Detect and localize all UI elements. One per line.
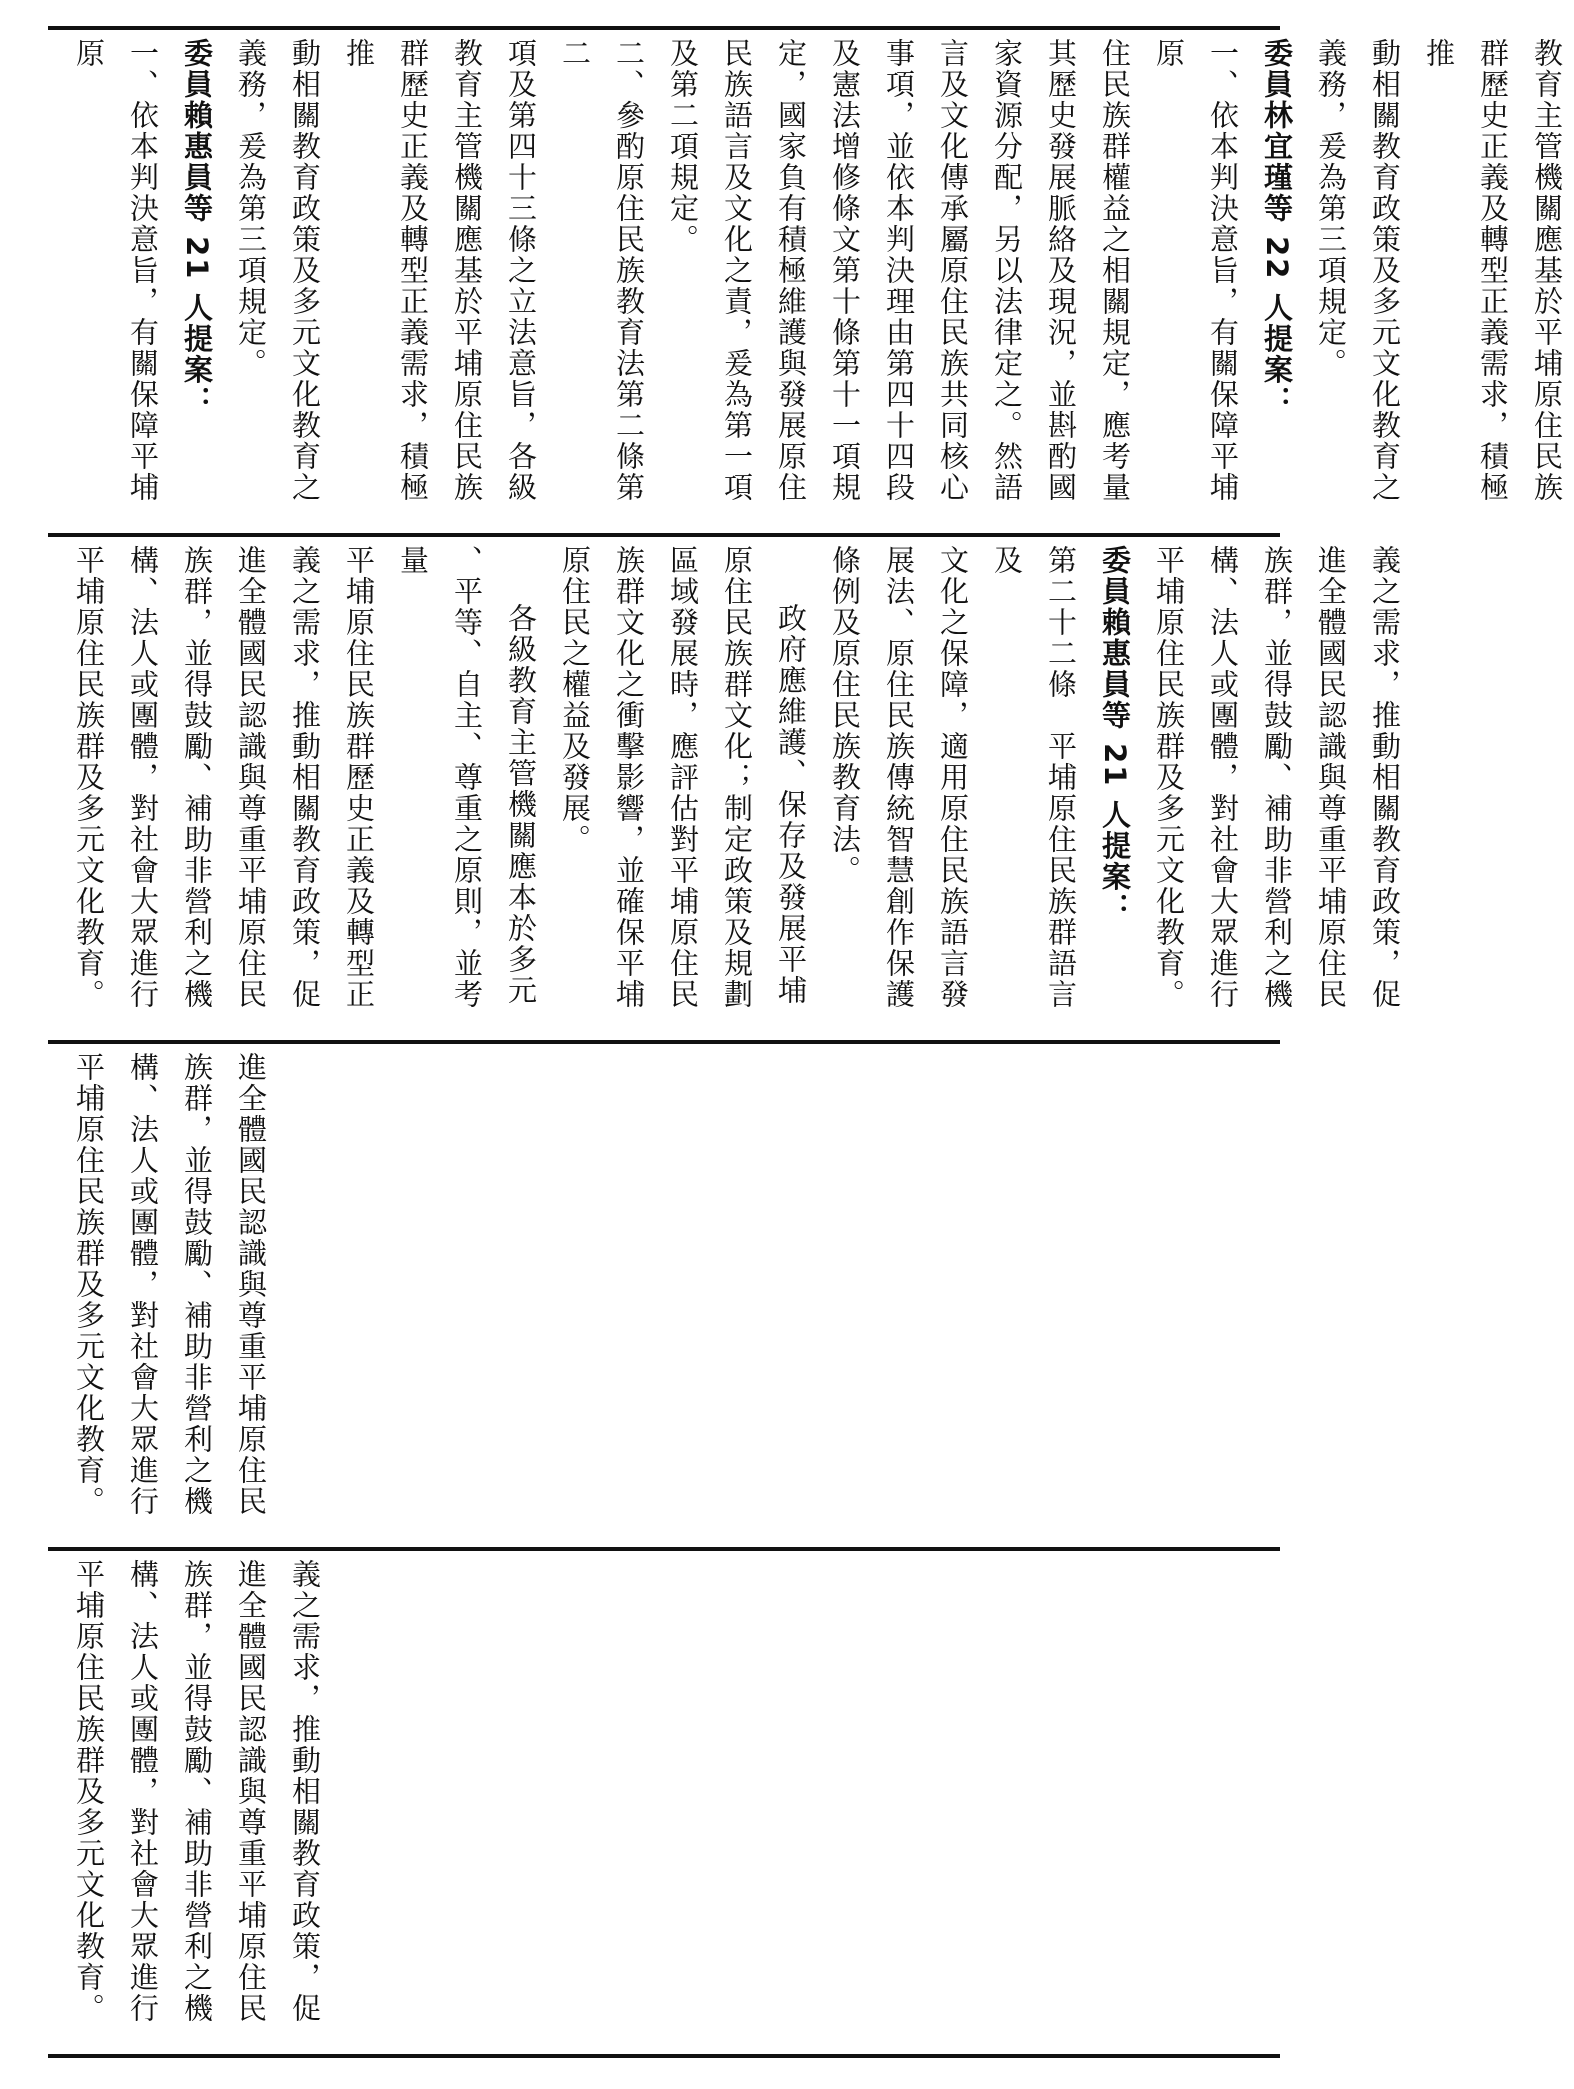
band-2-text bbox=[62, 545, 1412, 1035]
band-1-line: 其歷史發展脈絡及現況，並斟酌國 bbox=[1044, 38, 1078, 503]
band-1-line: 二、參酌原住民族教育法第二條第二 bbox=[558, 38, 646, 503]
article-line: 第二十二條 平埔原住民族群語言及 bbox=[990, 545, 1078, 1010]
band-1-text bbox=[62, 38, 1574, 528]
top-rule bbox=[48, 26, 1280, 30]
bottom-rule bbox=[48, 2054, 1280, 2058]
band-1-line: 住民族群權益之相關規定，應考量 bbox=[1098, 38, 1132, 503]
article-line: 族群，並得鼓勵、補助非營利之機 bbox=[180, 545, 214, 1010]
band-4-line: 平埔原住民族群及多元文化教育。 bbox=[72, 1559, 106, 2024]
article-line: 政府應維護、保存及發展平埔 bbox=[774, 603, 808, 1006]
band-4-line: 構、法人或團體，對社會大眾進行 bbox=[126, 1559, 160, 2024]
article-line: 構、法人或團體，對社會大眾進行 bbox=[126, 545, 160, 1010]
band-1-line: 動相關教育政策及多元文化教育之 bbox=[1368, 38, 1402, 503]
divider-rule-1 bbox=[48, 533, 1280, 537]
proposal-heading: 委員林宜瑾等 22 人提案： bbox=[1260, 38, 1294, 417]
band-1-line: 教育主管機關應基於平埔原住民族 bbox=[1530, 38, 1564, 503]
proposal-heading: 委員賴惠員等 21 人提案： bbox=[180, 38, 214, 417]
text-band-3 bbox=[62, 1052, 1276, 1542]
band-4-text bbox=[62, 1559, 332, 2049]
band-4-line: 義之需求，推動相關教育政策，促 bbox=[288, 1559, 322, 2024]
article-line: 區域發展時，應評估對平埔原住民 bbox=[666, 545, 700, 1010]
band-4-line: 族群，並得鼓勵、補助非營利之機 bbox=[180, 1559, 214, 2024]
band-1-line: 義務，爰為第三項規定。 bbox=[234, 38, 268, 379]
band-1-line: 教育主管機關應基於平埔原住民族 bbox=[450, 38, 484, 503]
band-3-line: 進全體國民認識與尊重平埔原住民 bbox=[234, 1052, 268, 1517]
article-line: 文化之保障，適用原住民族語言發 bbox=[936, 545, 970, 1010]
band-3-line: 族群，並得鼓勵、補助非營利之機 bbox=[180, 1052, 214, 1517]
article-line: 原住民之權益及發展。 bbox=[558, 545, 592, 855]
band-2-line: 平埔原住民族群及多元文化教育。 bbox=[1152, 545, 1186, 1010]
article-line: 平埔原住民族群及多元文化教育。 bbox=[72, 545, 106, 1010]
article-line: 平埔原住民族群歷史正義及轉型正 bbox=[342, 545, 376, 1010]
band-1-line: 一、依本判決意旨，有關保障平埔原 bbox=[72, 38, 160, 503]
proposal-heading: 委員賴惠員等 21 人提案： bbox=[1098, 545, 1132, 924]
article-line: 、平等、自主、尊重之原則，並考量 bbox=[396, 545, 484, 1010]
article-line: 原住民族群文化；制定政策及規劃 bbox=[720, 545, 754, 1010]
band-1-line: 義務，爰為第三項規定。 bbox=[1314, 38, 1348, 379]
band-2-line: 進全體國民認識與尊重平埔原住民 bbox=[1314, 545, 1348, 1010]
divider-rule-2 bbox=[48, 1040, 1280, 1044]
text-band-2 bbox=[62, 545, 1402, 1035]
text-band-1 bbox=[62, 38, 1564, 528]
band-1-line: 及第二項規定。 bbox=[666, 38, 700, 255]
band-1-line: 動相關教育政策及多元文化教育之 bbox=[288, 38, 322, 503]
band-2-line: 族群，並得鼓勵、補助非營利之機 bbox=[1260, 545, 1294, 1010]
band-3-line: 構、法人或團體，對社會大眾進行 bbox=[126, 1052, 160, 1517]
band-3-line: 平埔原住民族群及多元文化教育。 bbox=[72, 1052, 106, 1517]
band-1-line: 家資源分配，另以法律定之。然語 bbox=[990, 38, 1024, 503]
article-line: 各級教育主管機關應本於多元 bbox=[504, 603, 538, 1006]
article-line: 義之需求，推動相關教育政策，促 bbox=[288, 545, 322, 1010]
band-1-line: 群歷史正義及轉型正義需求，積極推 bbox=[1422, 38, 1510, 503]
band-1-line: 及憲法增修條文第十條第十一項規 bbox=[828, 38, 862, 503]
article-line: 展法、原住民族傳統智慧創作保護 bbox=[882, 545, 916, 1010]
text-band-4 bbox=[62, 1559, 1276, 2049]
band-3-text bbox=[62, 1052, 278, 1542]
band-2-line: 構、法人或團體，對社會大眾進行 bbox=[1206, 545, 1240, 1010]
article-line: 族群文化之衝擊影響，並確保平埔 bbox=[612, 545, 646, 1010]
band-4-line: 進全體國民認識與尊重平埔原住民 bbox=[234, 1559, 268, 2024]
band-2-line: 義之需求，推動相關教育政策，促 bbox=[1368, 545, 1402, 1010]
divider-rule-3 bbox=[48, 1547, 1280, 1551]
band-1-line: 群歷史正義及轉型正義需求，積極推 bbox=[342, 38, 430, 503]
band-1-line: 項及第四十三條之立法意旨，各級 bbox=[504, 38, 538, 503]
article-line: 進全體國民認識與尊重平埔原住民 bbox=[234, 545, 268, 1010]
band-1-line: 定，國家負有積極維護與發展原住 bbox=[774, 38, 808, 503]
article-line: 條例及原住民族教育法。 bbox=[828, 545, 862, 886]
band-1-line: 民族語言及文化之責，爰為第一項 bbox=[720, 38, 754, 503]
band-1-line: 言及文化傳承屬原住民族共同核心 bbox=[936, 38, 970, 503]
band-1-line: 事項，並依本判決理由第四十四段 bbox=[882, 38, 916, 503]
band-1-line: 一、依本判決意旨，有關保障平埔原 bbox=[1152, 38, 1240, 503]
